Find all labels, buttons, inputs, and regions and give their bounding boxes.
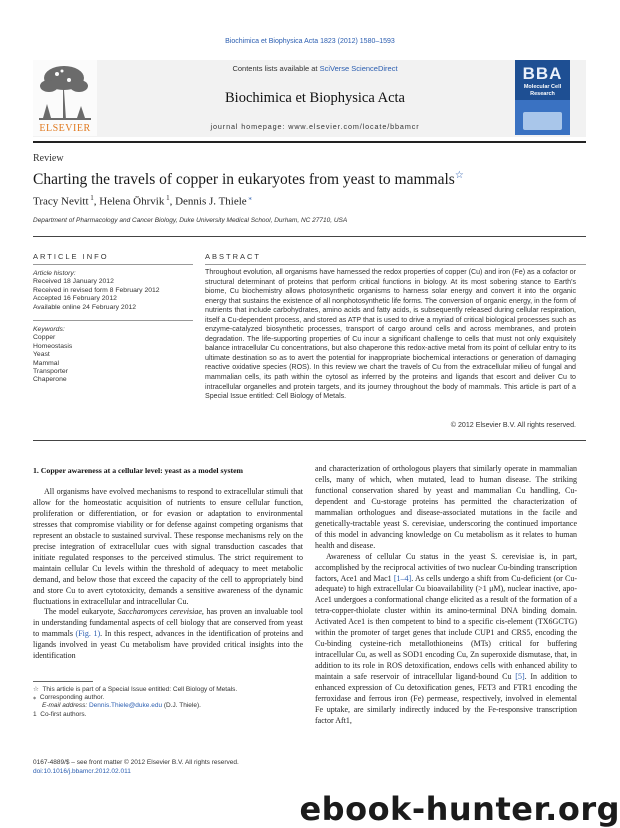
abstract-divider [33,440,586,441]
keyword: Mammal [33,359,60,367]
keywords-label: Keywords: [33,326,65,333]
reference-link[interactable]: [1–4] [393,573,412,583]
footnote-rule [33,681,93,682]
article-type: Review [33,153,64,164]
journal-cover [515,60,570,135]
paragraph: The model eukaryote, Saccharomyces cerevisiae, has proven an invaluable tool in understanding fundamental aspects of cell biology that are conserved from yeast to mammals (Fig. 1). In this respect, advances in the identification of proteins and ligands involved in yeast Cu metabolism have provided critical insights into the identification [33,607,304,661]
keyword: Chaperone [33,376,67,384]
author-name[interactable]: Dennis J. Thiele [175,195,247,208]
article-info-heading: ARTICLE INFO [33,252,109,261]
footnote-corresponding: ⁎ Corresponding author. [33,694,105,702]
section-1-heading: 1. Copper awareness at a cellular level: yeast as a model system [33,466,244,475]
footnote-cofirst: 1 Co-first authors. [33,710,87,718]
front-matter-divider [33,236,586,237]
corresponding-author-mark[interactable]: ⁎ [248,194,252,202]
affiliation: Department of Pharmacology and Cancer Biology, Duke University Medical School, Durham, NC 27710, USA [33,217,348,224]
abstract-copyright: © 2012 Elsevier B.V. All rights reserved. [450,421,576,429]
author-sup: 1 [166,194,170,202]
article-history [33,270,193,312]
paragraph: and characterization of orthologous players that similarly operate in mammalian cells, many of which, when mutated, lead to human disease. The striking functional conservation shared by yeast and mammalian Cu handling, Cu-dependent and Cu-storage proteins has permitted the characterization of mammalian orthologues and disease-associated mutations in the facile and genetically-tractable yeast S. cerevisiae, underscoring the continued importance of this model in advancing knowledge on Cu metabolism as it relates to human health and disease. [315,464,577,550]
paragraph: All organisms have evolved mechanisms to respond to extracellular stimuli that allow for the homeostatic acquisition of nutrients to ensure cellular function, proliferation or differentiation, or for evasion or adaptation to environmental stresses that compromise viability or for defense against competing organisms that represent an obstacle to sustained survival. These response mechanisms rely on the precise integration of extracellular cues with signal transduction cascades that initiate regulated responses to the perceived stimulus. The strict requirement to maintain cellular Cu levels within the threshold of adequacy to meet metabolic demand, and below those that exceed the capacity of the cell to appropriately bind and store Cu to avert cytotoxicity, demands a sensitive awareness of the dynamic fluctuations in extracellular and intracellular Cu. [33,487,303,606]
keyword: Yeast [33,351,50,359]
watermark: ebook-hunter.org [299,790,620,828]
journal-homepage[interactable]: journal homepage: www.elsevier.com/locate/bbamcr [210,122,420,131]
doi-link[interactable]: doi:10.1016/j.bbamcr.2012.02.011 [33,767,131,775]
journal-reference[interactable]: Biochimica et Biophysica Acta 1823 (2012) 1580–1593 [225,38,395,45]
title-footnote-mark[interactable]: ☆ [454,170,464,181]
keywords [33,326,193,385]
footnotes [33,686,303,719]
body-right-column [315,464,577,727]
reference-link[interactable]: [5] [515,672,525,682]
keyword: Homeostasis [33,342,73,350]
contents-prefix: Contents lists available at [232,64,320,73]
elsevier-logo [33,60,97,136]
species-name: Saccharomyces cerevisiae [117,607,202,617]
history-label: Article history: [33,270,76,277]
body-left-column [33,487,303,662]
paragraph: Awareness of cellular Cu status in the yeast S. cerevisiae is, in part, accomplished by the reciprocal activities of two nuclear Cu-binding transcription factors, Ace1 and Mac1 [1–4]. As cells undergo a shift from Cu-deficient (or Cu-adequate) to high extracellular Cu bioavailability (>1 μM), nuclear inactive, apo-Ace1 undergoes a conformational change elicited as a result of the formation of a tetra-copper-thiolate cluster within its amino-terminal DNA binding domain. Activated Ace1 is then competent to bind to a specific cis-element (TX6GCTG) within the promoter of target genes that include CUP1 and CRS5, encoding the Cu-binding cysteine-rich metallothioneins (MTs) critical for buffering intracellular Cu, as well as SOD1 encoding Cu, Zn superoxide dismutase, that, in addition to its role in ROS detoxification, endows cells with enhanced ability to maintain a safe reservoir of intracellular ligand-bound Cu [5]. In addition to enhanced expression of Cu detoxification genes, FET3 and FTR1 encoding the ferroxidase and ferrous iron (Fe) permease, respectively, involved in elemental Fe uptake, are similarly indirectly induced by the Fe-responsive transcription factor Aft1, [315,551,578,725]
author-name[interactable]: Helena Öhrvik [99,195,165,208]
issn-block [33,759,303,776]
cover-title: BBA [522,64,563,83]
email-link[interactable]: Dennis.Thiele@duke.edu [88,702,163,710]
issn-line: 0167-4889/$ – see front matter © 2012 Elsevier B.V. All rights reserved. [33,759,239,766]
footnote-special-issue: ☆ This article is part of a Special Issue entitled: Cell Biology of Metals. [33,686,238,693]
author-name[interactable]: Tracy Nevitt [33,195,89,208]
keyword: Transporter [33,368,68,376]
footnote-email: E-mail address: Dennis.Thiele@duke.edu (D.J. Thiele). [42,702,201,710]
author-list: Tracy Nevitt $^1$, Helena Öhrvik $^1$, Dennis J. Thiele ⁎ [33,194,252,208]
abstract-heading: ABSTRACT [205,252,262,261]
sciencedirect-link[interactable]: SciVerse ScienceDirect [319,64,398,73]
elsevier-wordmark: ELSEVIER [39,123,91,134]
keywords-rule [33,320,193,321]
cover-image [523,112,562,130]
title-text: Charting the travels of copper in eukaryotes from yeast to mammals [33,171,455,189]
abstract-body: Throughout evolution, all organisms have harnessed the redox properties of copper (Cu) and iron (Fe) as a cofactor or structural determinant of proteins that perform critical functions in biology. At its most sobering stance to Earth's biome, Cu biochemistry allows photosynthetic organisms to harness solar energy and convert it into the organic energy that sustains the existence of all nonphotosynthetic life forms. The conversion of organic energy, in the form of nutrients that include carbohydrates, amino acids and fatty acids, is subsequently released during cellular respiration, itself a Cu-dependent process, and stored as ATP that is used to drive a myriad of critical biological processes such as enzyme-catalyzed biosynthetic processes, transport of cargo around cells and across membranes, and protein degradation. The life-supporting properties of Cu incur a significant challenge to cells that must not only exquisitely balance intracellular Cu concentrations, but also chaperone this redox-active metal from its point of cellular entry to its ultimate destination so as to avert the potential for inappropriate biochemical interactions or generation of damaging reactive oxidative species (ROS). In this review we chart the travels of Cu from the extracellular milieu of fungal and mammalian cells, its path within the cytosol as inferred by the proteins and ligands that escort and deliver Cu to intracellular organelles and protein targets, and its journey throughout the body of mammals. This article is part of a Special Issue entitled: Cell Biology of Metals. [205,268,576,401]
history-item: Received in revised form 8 February 2012 [33,286,160,294]
article-title [33,170,573,189]
author-sup: 1 [90,194,94,202]
abstract-rule [205,264,586,265]
cover-subtitle: Molecular Cell Research [523,84,562,97]
keyword: Copper [33,334,56,342]
figure-link[interactable]: (Fig. 1) [75,629,101,639]
history-item: Accepted 16 February 2012 [33,295,117,303]
contents-availability [170,64,460,73]
header-divider [33,141,586,143]
history-item: Available online 24 February 2012 [33,303,137,311]
article-info-rule [33,264,193,265]
journal-name: Biochimica et Biophysica Acta [225,90,405,106]
history-item: Received 18 January 2012 [33,278,114,286]
